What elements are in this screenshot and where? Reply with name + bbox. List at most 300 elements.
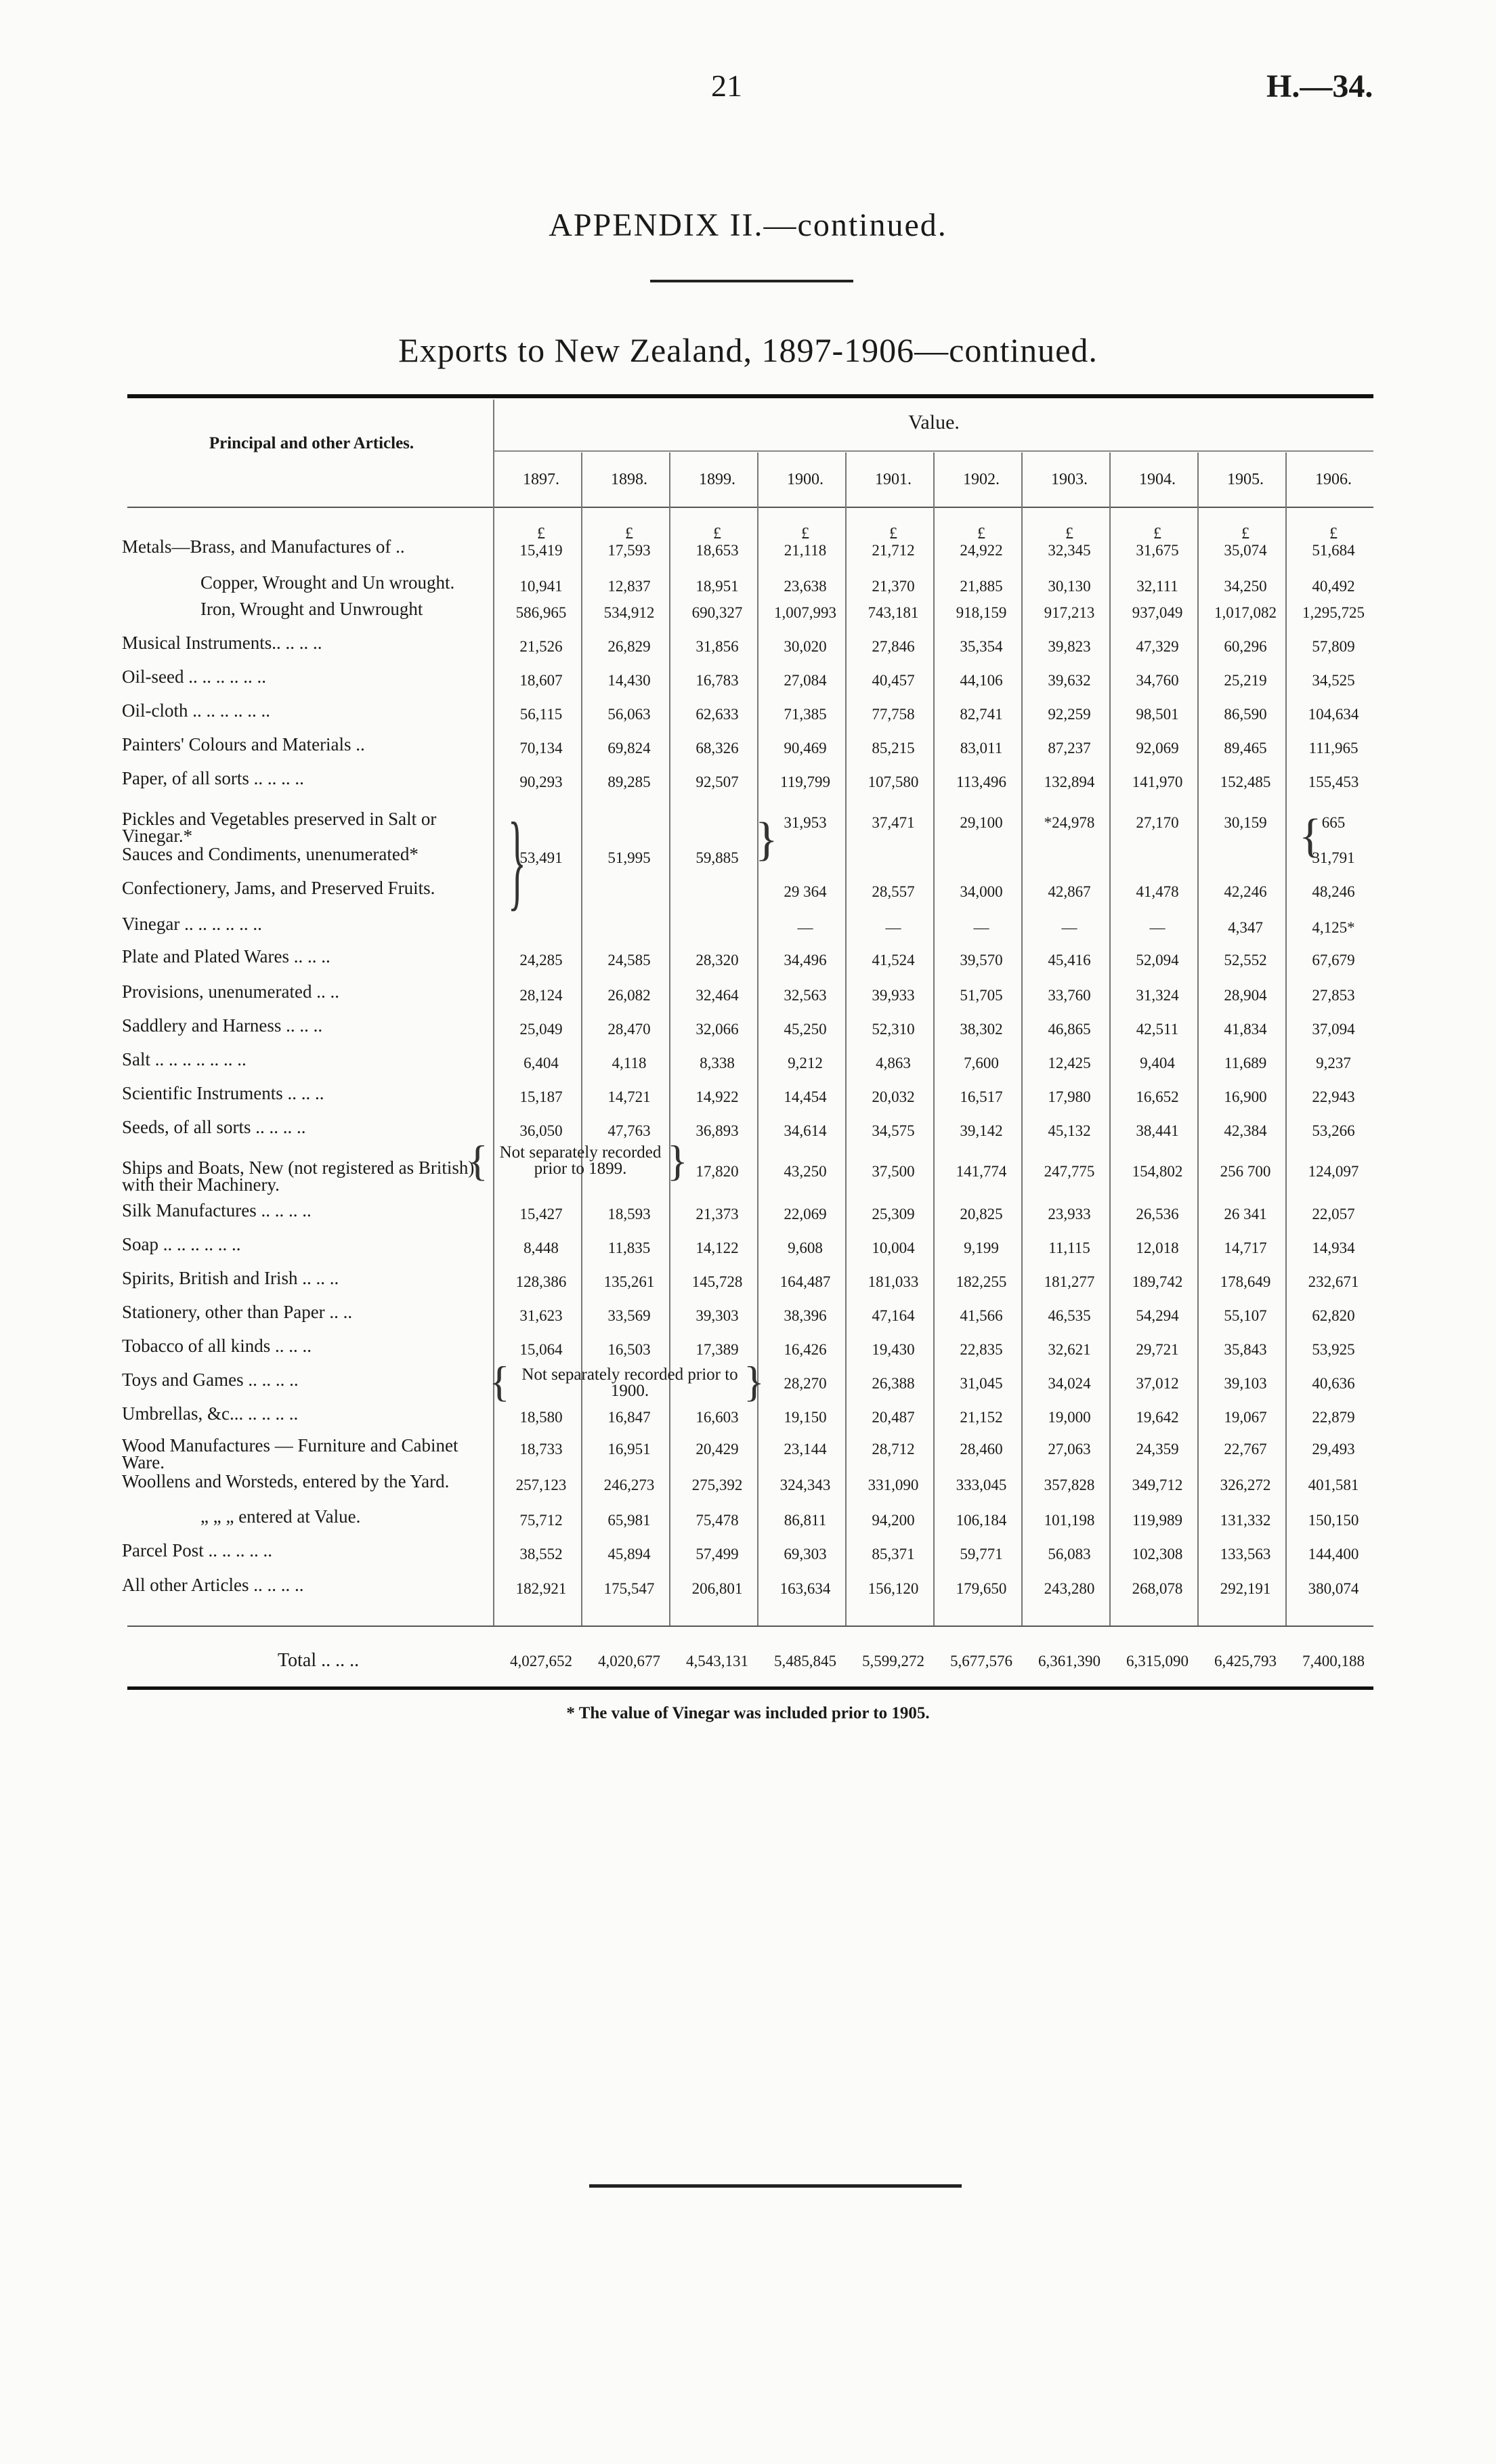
table-cell: 31,045 <box>960 1375 1003 1392</box>
footnote: * The value of Vinegar was included prior to 1905. <box>566 1704 930 1722</box>
row-label: Painters' Colours and Materials .. <box>122 734 365 755</box>
document-reference: H.—34. <box>1266 68 1373 104</box>
table-cell: 132,894 <box>1044 773 1095 790</box>
table-cell: 31,856 <box>696 638 739 655</box>
table-cell: 20,032 <box>872 1088 915 1105</box>
table-cell: 45,416 <box>1048 952 1091 969</box>
table-cell: 30,020 <box>784 638 827 655</box>
table-cell: 16,503 <box>607 1341 651 1358</box>
table-cell: 16,603 <box>696 1409 739 1426</box>
currency-symbol: £ <box>1241 525 1249 543</box>
row-label: Saddlery and Harness .. .. .. <box>122 1015 323 1036</box>
table-cell: 39,303 <box>696 1307 739 1324</box>
table-cell: 89,285 <box>607 773 651 790</box>
table-cell: 28,320 <box>696 952 739 969</box>
table-cell: 16,517 <box>960 1088 1003 1105</box>
table-cell: 28,712 <box>872 1441 915 1458</box>
table-cell: 24,285 <box>519 952 563 969</box>
table-cell: 32,111 <box>1136 578 1178 595</box>
table-cell: 25,049 <box>519 1021 563 1038</box>
table-cell: 27,853 <box>1312 987 1355 1004</box>
table-cell: 57,499 <box>696 1546 739 1563</box>
table-cell: 52,552 <box>1224 952 1267 969</box>
currency-symbol: £ <box>625 525 633 543</box>
table-cell: 51,684 <box>1312 542 1355 559</box>
toys-not-recorded-note: Not separately recorded prior to 1900. <box>521 1365 738 1400</box>
table-cell: 28,470 <box>607 1021 651 1038</box>
table-cell: 34,250 <box>1224 578 1267 595</box>
table-cell: 19,067 <box>1224 1409 1267 1426</box>
table-cell: 24,585 <box>607 952 651 969</box>
table-cell: 18,593 <box>607 1206 651 1223</box>
table-cell: 22,835 <box>960 1341 1003 1358</box>
table-cell: 53,925 <box>1312 1341 1355 1358</box>
table-cell: 8,448 <box>523 1239 559 1256</box>
table-cell: 85,371 <box>872 1546 915 1563</box>
table-cell: 182,921 <box>515 1580 567 1597</box>
table-cell: 18,951 <box>696 578 739 595</box>
table-cell: 31,675 <box>1136 542 1179 559</box>
table-cell: 178,649 <box>1220 1273 1271 1290</box>
table-cell: 56,115 <box>519 706 563 723</box>
table-cell: 41,478 <box>1136 883 1179 900</box>
table-cell: 22,069 <box>784 1206 827 1223</box>
table-cell: 30,159 <box>1224 814 1267 831</box>
table-cell: 20,825 <box>960 1206 1003 1223</box>
table-cell: 75,712 <box>519 1512 563 1529</box>
currency-symbol: £ <box>1065 525 1073 543</box>
table-cell: 34,000 <box>960 883 1003 900</box>
table-cell: 43,250 <box>784 1163 827 1180</box>
table-cell: 39,570 <box>960 952 1003 969</box>
table-cell: 37,500 <box>872 1163 915 1180</box>
table-cell: 11,115 <box>1048 1239 1090 1256</box>
table-cell: 104,634 <box>1308 706 1359 723</box>
year-header: 1897. <box>523 471 559 488</box>
table-cell: 39,933 <box>872 987 915 1004</box>
table-cell: 9,404 <box>1140 1055 1175 1071</box>
table-cell: 380,074 <box>1308 1580 1359 1597</box>
currency-symbol: £ <box>1329 525 1338 543</box>
row-label: Parcel Post .. .. .. .. .. <box>122 1540 272 1560</box>
row-label: Wood Manufactures — Furniture and Cabinet Ware. <box>122 1435 458 1472</box>
table-cell: 133,563 <box>1220 1546 1271 1563</box>
table-cell: 17,820 <box>696 1163 739 1180</box>
year-header: 1904. <box>1139 471 1176 488</box>
table-cell: 206,801 <box>691 1580 743 1597</box>
table-cell: 292,191 <box>1220 1580 1271 1597</box>
table-cell: 14,430 <box>607 672 651 689</box>
table-cell: 16,900 <box>1224 1088 1267 1105</box>
table-cell: 20,429 <box>696 1441 739 1458</box>
table-cell: 135,261 <box>603 1273 655 1290</box>
table-cell: 51,705 <box>960 987 1003 1004</box>
table-cell: 28,460 <box>960 1441 1003 1458</box>
table-cell: 59,885 <box>696 849 739 866</box>
table-cell: 243,280 <box>1044 1580 1095 1597</box>
table-title: Exports to New Zealand, 1897-1906—continued. <box>398 331 1098 369</box>
table-cell: 917,213 <box>1044 604 1095 621</box>
table-cell: 164,487 <box>779 1273 831 1290</box>
ships-not-recorded-note: Not separately recorded prior to 1899. <box>499 1143 662 1178</box>
table-cell: 36,050 <box>519 1122 563 1139</box>
table-cell: 179,650 <box>956 1580 1007 1597</box>
table-cell: 71,385 <box>784 706 827 723</box>
table-cell: 38,396 <box>784 1307 827 1324</box>
year-header: 1901. <box>875 471 912 488</box>
row-label: Pickles and Vegetables preserved in Salt or Vinegar.* <box>122 809 437 846</box>
table-cell: 22,943 <box>1312 1088 1355 1105</box>
table-cell: 26,829 <box>607 638 651 655</box>
table-cell: 28,124 <box>519 987 563 1004</box>
table-cell: 21,712 <box>872 542 915 559</box>
table-cell: 14,454 <box>784 1088 827 1105</box>
header-bottom-rule <box>127 507 1373 508</box>
currency-symbol: £ <box>713 525 721 543</box>
table-cell: 21,152 <box>960 1409 1003 1426</box>
table-top-rule <box>127 394 1373 398</box>
row-label: Woollens and Worsteds, entered by the Yard. <box>122 1471 450 1491</box>
table-cell: 937,049 <box>1132 604 1183 621</box>
table-cell: 586,965 <box>515 604 567 621</box>
table-cell: 12,837 <box>607 578 651 595</box>
row-label: Toys and Games .. .. .. .. <box>122 1369 299 1390</box>
table-cell: 21,885 <box>960 578 1003 595</box>
table-cell: 12,018 <box>1136 1239 1179 1256</box>
row-label: Soap .. .. .. .. .. .. <box>122 1234 241 1254</box>
column-divider <box>493 400 494 1626</box>
table-cell: 16,426 <box>784 1341 827 1358</box>
table-cell: 35,843 <box>1224 1341 1267 1358</box>
header-subrule <box>493 450 1373 452</box>
table-cell: 75,478 <box>696 1512 739 1529</box>
table-cell: 26,536 <box>1136 1206 1179 1223</box>
table-cell: 47,763 <box>607 1122 651 1139</box>
table-cell: 690,327 <box>691 604 743 621</box>
table-cell: 18,607 <box>519 672 563 689</box>
table-cell: 31,623 <box>519 1307 563 1324</box>
table-cell: 52,094 <box>1136 952 1179 969</box>
table-cell: 144,400 <box>1308 1546 1359 1563</box>
row-label: Umbrellas, &c... .. .. .. .. <box>122 1403 299 1424</box>
table-cell: 23,933 <box>1048 1206 1091 1223</box>
row-label: Provisions, unenumerated .. .. <box>122 981 339 1002</box>
table-cell: 41,524 <box>872 952 915 969</box>
table-cell: 57,809 <box>1312 638 1355 655</box>
total-cell: 6,315,090 <box>1126 1653 1189 1670</box>
table-cell: 102,308 <box>1132 1546 1183 1563</box>
table-cell: 35,074 <box>1224 542 1267 559</box>
table-cell: 51,995 <box>607 849 651 866</box>
table-cell: 38,441 <box>1136 1122 1179 1139</box>
table-cell: 62,633 <box>696 706 739 723</box>
table-cell: 106,184 <box>956 1512 1007 1529</box>
currency-symbol: £ <box>801 525 809 543</box>
table-cell: 333,045 <box>956 1477 1007 1493</box>
table-cell: 23,144 <box>784 1441 827 1458</box>
table-cell: 23,638 <box>784 578 827 595</box>
table-cell: 31,953 <box>784 814 827 831</box>
table-cell: 56,063 <box>607 706 651 723</box>
table-cell: 32,563 <box>784 987 827 1004</box>
table-cell: 181,277 <box>1044 1273 1095 1290</box>
table-cell: 27,063 <box>1048 1441 1091 1458</box>
table-cell: 141,774 <box>956 1163 1007 1180</box>
table-cell: 32,464 <box>696 987 739 1004</box>
total-cell: 5,485,845 <box>774 1653 836 1670</box>
row-label: Plate and Plated Wares .. .. .. <box>122 946 330 967</box>
table-cell: 128,386 <box>515 1273 567 1290</box>
table-cell: 12,425 <box>1048 1055 1091 1071</box>
table-cell: 22,879 <box>1312 1409 1355 1426</box>
table-cell: 28,270 <box>784 1375 827 1392</box>
table-cell: 30,130 <box>1048 578 1091 595</box>
table-cell: 55,107 <box>1224 1307 1267 1324</box>
row-label: Vinegar .. .. .. .. .. .. <box>122 914 262 934</box>
table-cell: 28,557 <box>872 883 915 900</box>
table-cell: 47,164 <box>872 1307 915 1324</box>
table-cell: 19,642 <box>1136 1409 1179 1426</box>
row-label: Iron, Wrought and Unwrought <box>200 599 423 619</box>
table-cell: 25,309 <box>872 1206 915 1223</box>
table-cell: 32,345 <box>1048 542 1091 559</box>
currency-symbol: £ <box>889 525 897 543</box>
table-cell: 39,103 <box>1224 1375 1267 1392</box>
table-cell: 326,272 <box>1220 1477 1271 1493</box>
table-cell: 141,970 <box>1132 773 1183 790</box>
table-cell: 90,469 <box>784 740 827 757</box>
row-label: Spirits, British and Irish .. .. .. <box>122 1268 339 1288</box>
table-cell: 9,212 <box>788 1055 823 1071</box>
table-cell: 35,354 <box>960 638 1003 655</box>
total-cell: 4,027,652 <box>510 1653 572 1670</box>
table-cell: 59,771 <box>960 1546 1003 1563</box>
year-header: 1906. <box>1315 471 1352 488</box>
table-cell: 257,123 <box>515 1477 567 1493</box>
table-cell: 26,082 <box>607 987 651 1004</box>
table-cell: 34,614 <box>784 1122 827 1139</box>
table-cell: 33,760 <box>1048 987 1091 1004</box>
row-label: Oil-cloth .. .. .. .. .. .. <box>122 700 270 721</box>
table-cell: 39,823 <box>1048 638 1091 655</box>
table-cell: 232,671 <box>1308 1273 1359 1290</box>
table-cell: 11,689 <box>1224 1055 1267 1071</box>
table-cell: 534,912 <box>603 604 655 621</box>
table-cell: 41,834 <box>1224 1021 1267 1038</box>
table-cell: 401,581 <box>1308 1477 1359 1493</box>
table-cell: 37,471 <box>872 814 915 831</box>
table-cell: 4,125* <box>1312 919 1355 936</box>
table-cell: 10,941 <box>519 578 563 595</box>
row-label: Scientific Instruments .. .. .. <box>122 1083 324 1103</box>
table-cell: 33,569 <box>607 1307 651 1324</box>
table-cell: 9,199 <box>964 1239 999 1256</box>
year-header: 1898. <box>611 471 647 488</box>
total-cell: 5,599,272 <box>862 1653 924 1670</box>
table-cell: 15,064 <box>519 1341 563 1358</box>
table-cell: 152,485 <box>1220 773 1271 790</box>
table-cell: 18,653 <box>696 542 739 559</box>
table-cell: 331,090 <box>868 1477 919 1493</box>
table-cell: 41,566 <box>960 1307 1003 1324</box>
row-label: Confectionery, Jams, and Preserved Fruits. <box>122 878 435 898</box>
brace-ships-right: } <box>667 1137 688 1185</box>
total-cell: 4,020,677 <box>598 1653 660 1670</box>
table-cell: 8,338 <box>700 1055 735 1071</box>
table-cell: 175,547 <box>603 1580 655 1597</box>
table-cell: 69,824 <box>607 740 651 757</box>
year-header: 1902. <box>963 471 1000 488</box>
table-cell: 42,246 <box>1224 883 1267 900</box>
table-cell: 918,159 <box>956 604 1007 621</box>
table-cell: 182,255 <box>956 1273 1007 1290</box>
table-cell: 181,033 <box>868 1273 919 1290</box>
table-cell: 9,608 <box>788 1239 823 1256</box>
table-cell: 32,066 <box>696 1021 739 1038</box>
table-cell: 155,453 <box>1308 773 1359 790</box>
table-cell: 16,783 <box>696 672 739 689</box>
table-cell: 29,100 <box>960 814 1003 831</box>
table-cell: 124,097 <box>1308 1163 1359 1180</box>
total-cell: 7,400,188 <box>1302 1653 1365 1670</box>
table-cell: 16,652 <box>1136 1088 1179 1105</box>
brace-group-1906: { <box>1299 810 1322 862</box>
table-cell: 34,024 <box>1048 1375 1091 1392</box>
table-cell: 154,802 <box>1132 1163 1183 1180</box>
brace-ships-left: { <box>467 1137 488 1185</box>
table-cell: 107,580 <box>868 773 919 790</box>
table-cell: 89,465 <box>1224 740 1267 757</box>
table-bottom-rule <box>127 1686 1373 1690</box>
total-cell: 5,677,576 <box>950 1653 1012 1670</box>
table-cell: 15,187 <box>519 1088 563 1105</box>
row-label: Tobacco of all kinds .. .. .. <box>122 1336 312 1356</box>
table-cell: 37,094 <box>1312 1021 1355 1038</box>
table-cell: 14,721 <box>607 1088 651 1105</box>
table-cell: 60,296 <box>1224 638 1267 655</box>
table-cell: 98,501 <box>1136 706 1179 723</box>
table-cell: 40,457 <box>872 672 915 689</box>
table-cell: 14,934 <box>1312 1239 1355 1256</box>
row-label: Oil-seed .. .. .. .. .. .. <box>122 666 266 687</box>
table-cell: 357,828 <box>1044 1477 1095 1493</box>
currency-symbol: £ <box>977 525 985 543</box>
table-cell: 19,000 <box>1048 1409 1091 1426</box>
table-cell: 85,215 <box>872 740 915 757</box>
table-cell: 86,590 <box>1224 706 1267 723</box>
table-cell: — <box>973 919 989 936</box>
table-cell: 14,922 <box>696 1088 739 1105</box>
year-header: 1903. <box>1051 471 1088 488</box>
table-cell: 46,535 <box>1048 1307 1091 1324</box>
table-cell: 189,742 <box>1132 1273 1183 1290</box>
table-cell: 26 341 <box>1224 1206 1267 1223</box>
table-cell: 26,388 <box>872 1375 915 1392</box>
table-cell: 20,487 <box>872 1409 915 1426</box>
table-cell: 22,057 <box>1312 1206 1355 1223</box>
row-label: Paper, of all sorts .. .. .. .. <box>122 768 304 788</box>
row-label: „ „ „ entered at Value. <box>200 1506 361 1527</box>
table-cell: 4,347 <box>1228 919 1263 936</box>
table-cell: 145,728 <box>691 1273 743 1290</box>
total-label: Total .. .. .. <box>278 1650 360 1671</box>
table-cell: 14,717 <box>1224 1239 1267 1256</box>
table-cell: 275,392 <box>691 1477 743 1493</box>
row-label: Silk Manufactures .. .. .. .. <box>122 1200 312 1220</box>
table-cell: 34,760 <box>1136 672 1179 689</box>
table-cell: 21,526 <box>519 638 563 655</box>
table-cell: 247,775 <box>1044 1163 1095 1180</box>
row-label: Metals—Brass, and Manufactures of .. <box>122 536 405 557</box>
table-cell: 54,294 <box>1136 1307 1179 1324</box>
table-cell: 92,259 <box>1048 706 1091 723</box>
table-cell: 131,332 <box>1220 1512 1271 1529</box>
table-cell: 21,118 <box>784 542 827 559</box>
table-cell: 29 364 <box>784 883 827 900</box>
table-cell: 19,430 <box>872 1341 915 1358</box>
table-cell: 1,295,725 <box>1302 604 1365 621</box>
table-cell: 37,012 <box>1136 1375 1179 1392</box>
row-label: Seeds, of all sorts .. .. .. .. <box>122 1117 306 1137</box>
total-cell: 6,361,390 <box>1038 1653 1100 1670</box>
table-cell: 27,170 <box>1136 814 1179 831</box>
table-cell: 44,106 <box>960 672 1003 689</box>
table-cell: 119,799 <box>780 773 830 790</box>
table-cell: 111,965 <box>1308 740 1359 757</box>
table-cell: 69,303 <box>784 1546 827 1563</box>
table-cell: 4,118 <box>612 1055 647 1071</box>
table-cell: 743,181 <box>868 604 919 621</box>
table-cell: 27,084 <box>784 672 827 689</box>
table-cell: 268,078 <box>1132 1580 1183 1597</box>
table-cell: 42,867 <box>1048 883 1091 900</box>
header-articles: Principal and other Articles. <box>209 434 414 452</box>
appendix-title: APPENDIX II.—continued. <box>549 207 947 243</box>
row-label: Sauces and Condiments, unenumerated* <box>122 844 419 864</box>
table-cell: 34,525 <box>1312 672 1355 689</box>
table-cell: 29,721 <box>1136 1341 1179 1358</box>
table-cell: 92,069 <box>1136 740 1179 757</box>
table-cell: — <box>797 919 813 936</box>
table-cell: 14,122 <box>696 1239 739 1256</box>
table-cell: 150,150 <box>1308 1512 1359 1529</box>
brace-group-left: } <box>507 800 526 920</box>
table-cell: 324,343 <box>779 1477 831 1493</box>
table-cell: 17,389 <box>696 1341 739 1358</box>
table-cell: 39,632 <box>1048 672 1091 689</box>
table-cell: 53,266 <box>1312 1122 1355 1139</box>
table-cell: 15,419 <box>519 542 563 559</box>
table-cell: 119,989 <box>1132 1512 1182 1529</box>
table-cell: 25,219 <box>1224 672 1267 689</box>
brace-toys-right: } <box>744 1357 765 1405</box>
table-cell: 10,004 <box>872 1239 915 1256</box>
page-end-rule <box>589 2184 962 2188</box>
table-cell: 1,017,082 <box>1214 604 1277 621</box>
table-cell: 1,007,993 <box>774 604 836 621</box>
year-header: 1899. <box>699 471 735 488</box>
table-cell: 32,621 <box>1048 1341 1091 1358</box>
title-divider <box>650 280 853 282</box>
row-label: All other Articles .. .. .. .. <box>122 1575 304 1595</box>
table-cell: 36,893 <box>696 1122 739 1139</box>
table-cell: 163,634 <box>779 1580 831 1597</box>
table-cell: 31,324 <box>1136 987 1179 1004</box>
table-cell: 24,922 <box>960 542 1003 559</box>
table-cell: 28,904 <box>1224 987 1267 1004</box>
table-cell: 42,511 <box>1136 1021 1179 1038</box>
brace-toys-left: { <box>489 1357 510 1405</box>
